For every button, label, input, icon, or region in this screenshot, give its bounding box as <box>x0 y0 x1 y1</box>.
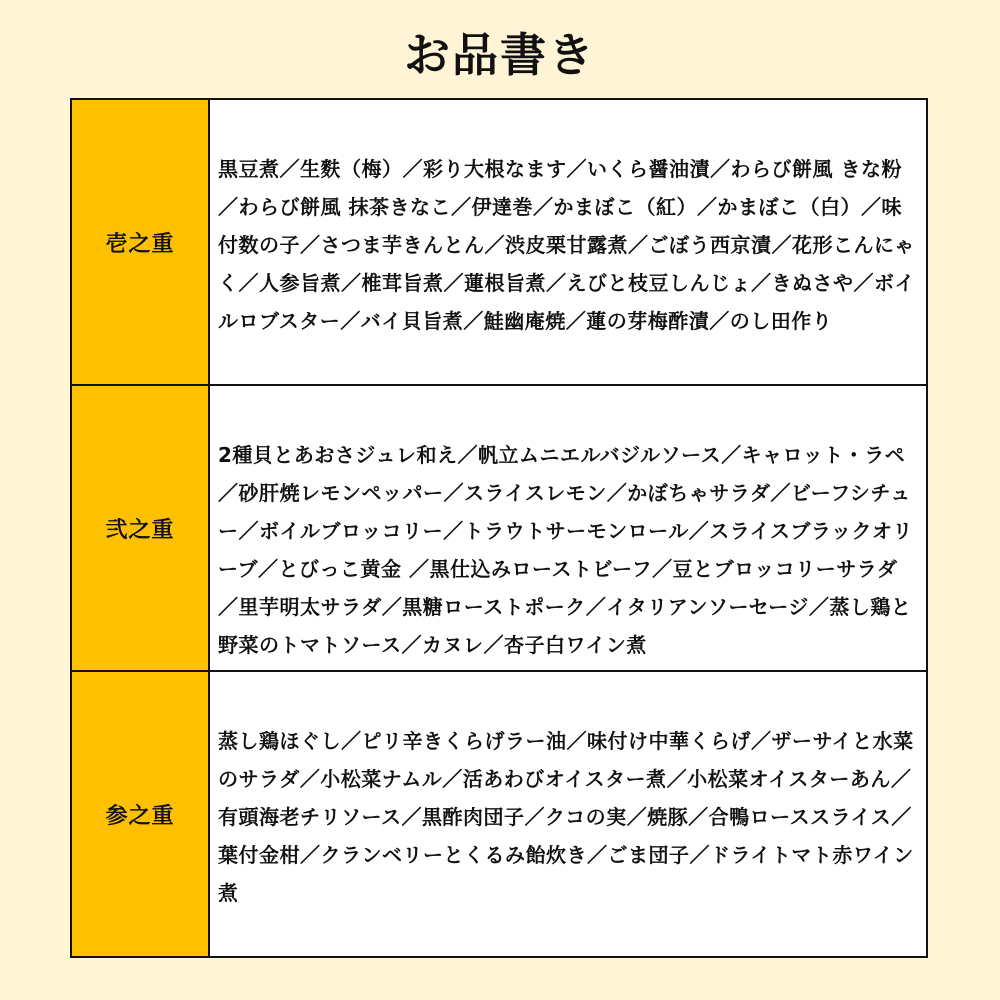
tier-items-text: 蒸し鶏ほぐし／ピリ辛きくらげラー油／味付け中華くらげ／ザーサイと水菜のサラダ／小松菜ナムル／活あわびオイスター煮／小松菜オイスターあん／有頭海老チリソース／黒酢肉団子／クコの実／焼豚／合鴨ローススライス／葉付金柑／クランベリーとくるみ飴炊き／ごま団子／ドライトマト赤ワイン煮 <box>218 729 914 905</box>
tier-label: 参之重 <box>71 671 209 957</box>
tier-row-2 <box>71 385 927 671</box>
tier-label: 弐之重 <box>71 385 209 671</box>
tier-items-text: 2種貝とあおさジュレ和え／帆立ムニエルバジルソース／キャロット・ラペ／砂肝焼レモンペッパー／スライスレモン／かぼちゃサラダ／ビーフシチュー／ボイルブロッコリー／トラウトサーモンロール／スライスブラックオリーブ／とびっこ黄金 ／黒仕込みローストビーフ／豆とブロッコリーサラダ／里芋明太サラダ／黒糖ローストポーク／イタリアンソーセージ／蒸し鶏と野菜のトマトソース／カヌレ／杏子白ワイン煮 <box>218 443 913 657</box>
page-title: お品書き <box>404 28 596 82</box>
tier-items-cell <box>209 385 927 671</box>
menu-table <box>70 98 928 958</box>
tier-items-cell <box>209 99 927 385</box>
tier-items-cell <box>209 671 927 957</box>
tier-row-1 <box>71 99 927 385</box>
tier-label: 壱之重 <box>71 99 209 385</box>
tier-row-3 <box>71 671 927 957</box>
tier-items-text: 黒豆煮／生麩（梅）／彩り大根なます／いくら醤油漬／わらび餅風 きな粉／わらび餅風 抹茶きなこ／伊達巻／かまぼこ（紅）／かまぼこ（白）／味付数の子／さつま芋きんとん／渋皮栗甘露煮／ごぼう西京漬／花形こんにゃく／人参旨煮／椎茸旨煮／蓮根旨煮／えびと枝豆しんじょ／きぬさや／ボイルロブスター／バイ貝旨煮／鮭幽庵焼／蓮の芽梅酢漬／のし田作り <box>218 157 915 333</box>
